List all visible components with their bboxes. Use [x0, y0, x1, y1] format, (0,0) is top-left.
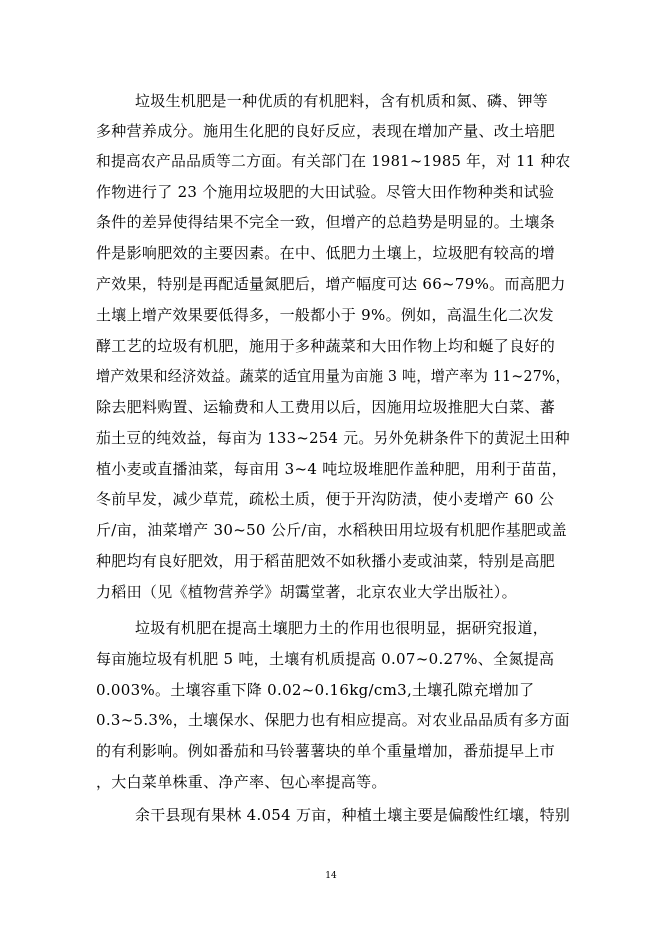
text-line: 作物进行了 23 个施用垃圾肥的大田试验。尽管大田作物种类和试验 — [96, 183, 555, 201]
text-line: 斤/亩，油菜增产 30~50 公斤/亩，水稻秧田用垃圾有机肥作基肥或盖 — [96, 521, 567, 539]
text-line: 种肥均有良好肥效，用于稻苗肥效不如秋播小麦或油菜，特别是高肥 — [96, 552, 556, 570]
text-line: 件是影响肥效的主要因素。在中、低肥力土壤上，垃圾肥有较高的增 — [96, 244, 556, 262]
text-line: 冬前早发，减少草荒，疏松土质，便于开沟防渍，使小麦增产 60 公 — [96, 490, 555, 508]
text-line: 酵工艺的垃圾有机肥，施用于多种蔬菜和大田作物上均和蜒了良好的 — [96, 337, 556, 355]
text-line: 多种营养成分。施用生化肥的良好反应，表现在增加产量、改土培肥 — [96, 122, 556, 140]
text-line: 0.003%。土壤容重下降 0.02~0.16kg/cm3,土壤孔隙充增加了 — [96, 681, 535, 699]
text-line: 植小麦或直播油菜，每亩用 3~4 吨垃圾堆肥作盖种肥，用利于苗苗， — [96, 460, 568, 478]
text-line: 余干县现有果林 4.054 万亩，种植土壤主要是偏酸性红壤，特别 — [135, 806, 571, 824]
text-line: 产效果，特别是再配适量氮肥后，增产幅度可达 66~79%。而高肥力 — [96, 275, 566, 293]
text-line: 除去肥料购置、运输费和人工费用以后，因施用垃圾推肥大白菜、蕃 — [96, 398, 556, 416]
text-line: ，大白菜单株重、净产率、包心率提高等。 — [96, 773, 387, 791]
page-number: 14 — [325, 871, 337, 881]
text-line: 0.3~5.3%，土壤保水、保肥力也有相应提高。对农业品品质有多方面 — [96, 711, 570, 729]
text-line: 每亩施垃圾有机肥 5 吨，土壤有机质提高 0.07~0.27%、全氮提高 — [96, 650, 555, 668]
text-line: 的有利影响。例如番茄和马铃薯薯块的单个重量增加，番茄提早上市 — [96, 742, 556, 760]
text-line: 垃圾有机肥在提高土壤肥力土的作用也很明显，据研究报道， — [135, 619, 549, 637]
text-line: 力稻田（见《植物营养学》胡霭堂著，北京农业大学出版社）。 — [96, 583, 517, 601]
text-line: 垃圾生机肥是一种优质的有机肥料，含有机质和氮、磷、钾等 — [135, 92, 549, 110]
text-line: 土壤上增产效果要低得多，一般都小于 9%。例如，高温生化二次发 — [96, 306, 554, 324]
text-line: 增产效果和经济效益。蔬菜的适宜用量为亩施 3 吨，增产率为 11~27%， — [96, 367, 570, 385]
text-line: 茄土豆的纯效益，每亩为 133~254 元。另外免耕条件下的黄泥土田种 — [96, 429, 570, 447]
text-line: 条件的差异使得结果不完全一致，但增产的总趋势是明显的。土壤条 — [96, 213, 556, 231]
text-line: 和提高农产品品质等二方面。有关部门在 1981~1985 年，对 11 种农 — [96, 152, 571, 170]
